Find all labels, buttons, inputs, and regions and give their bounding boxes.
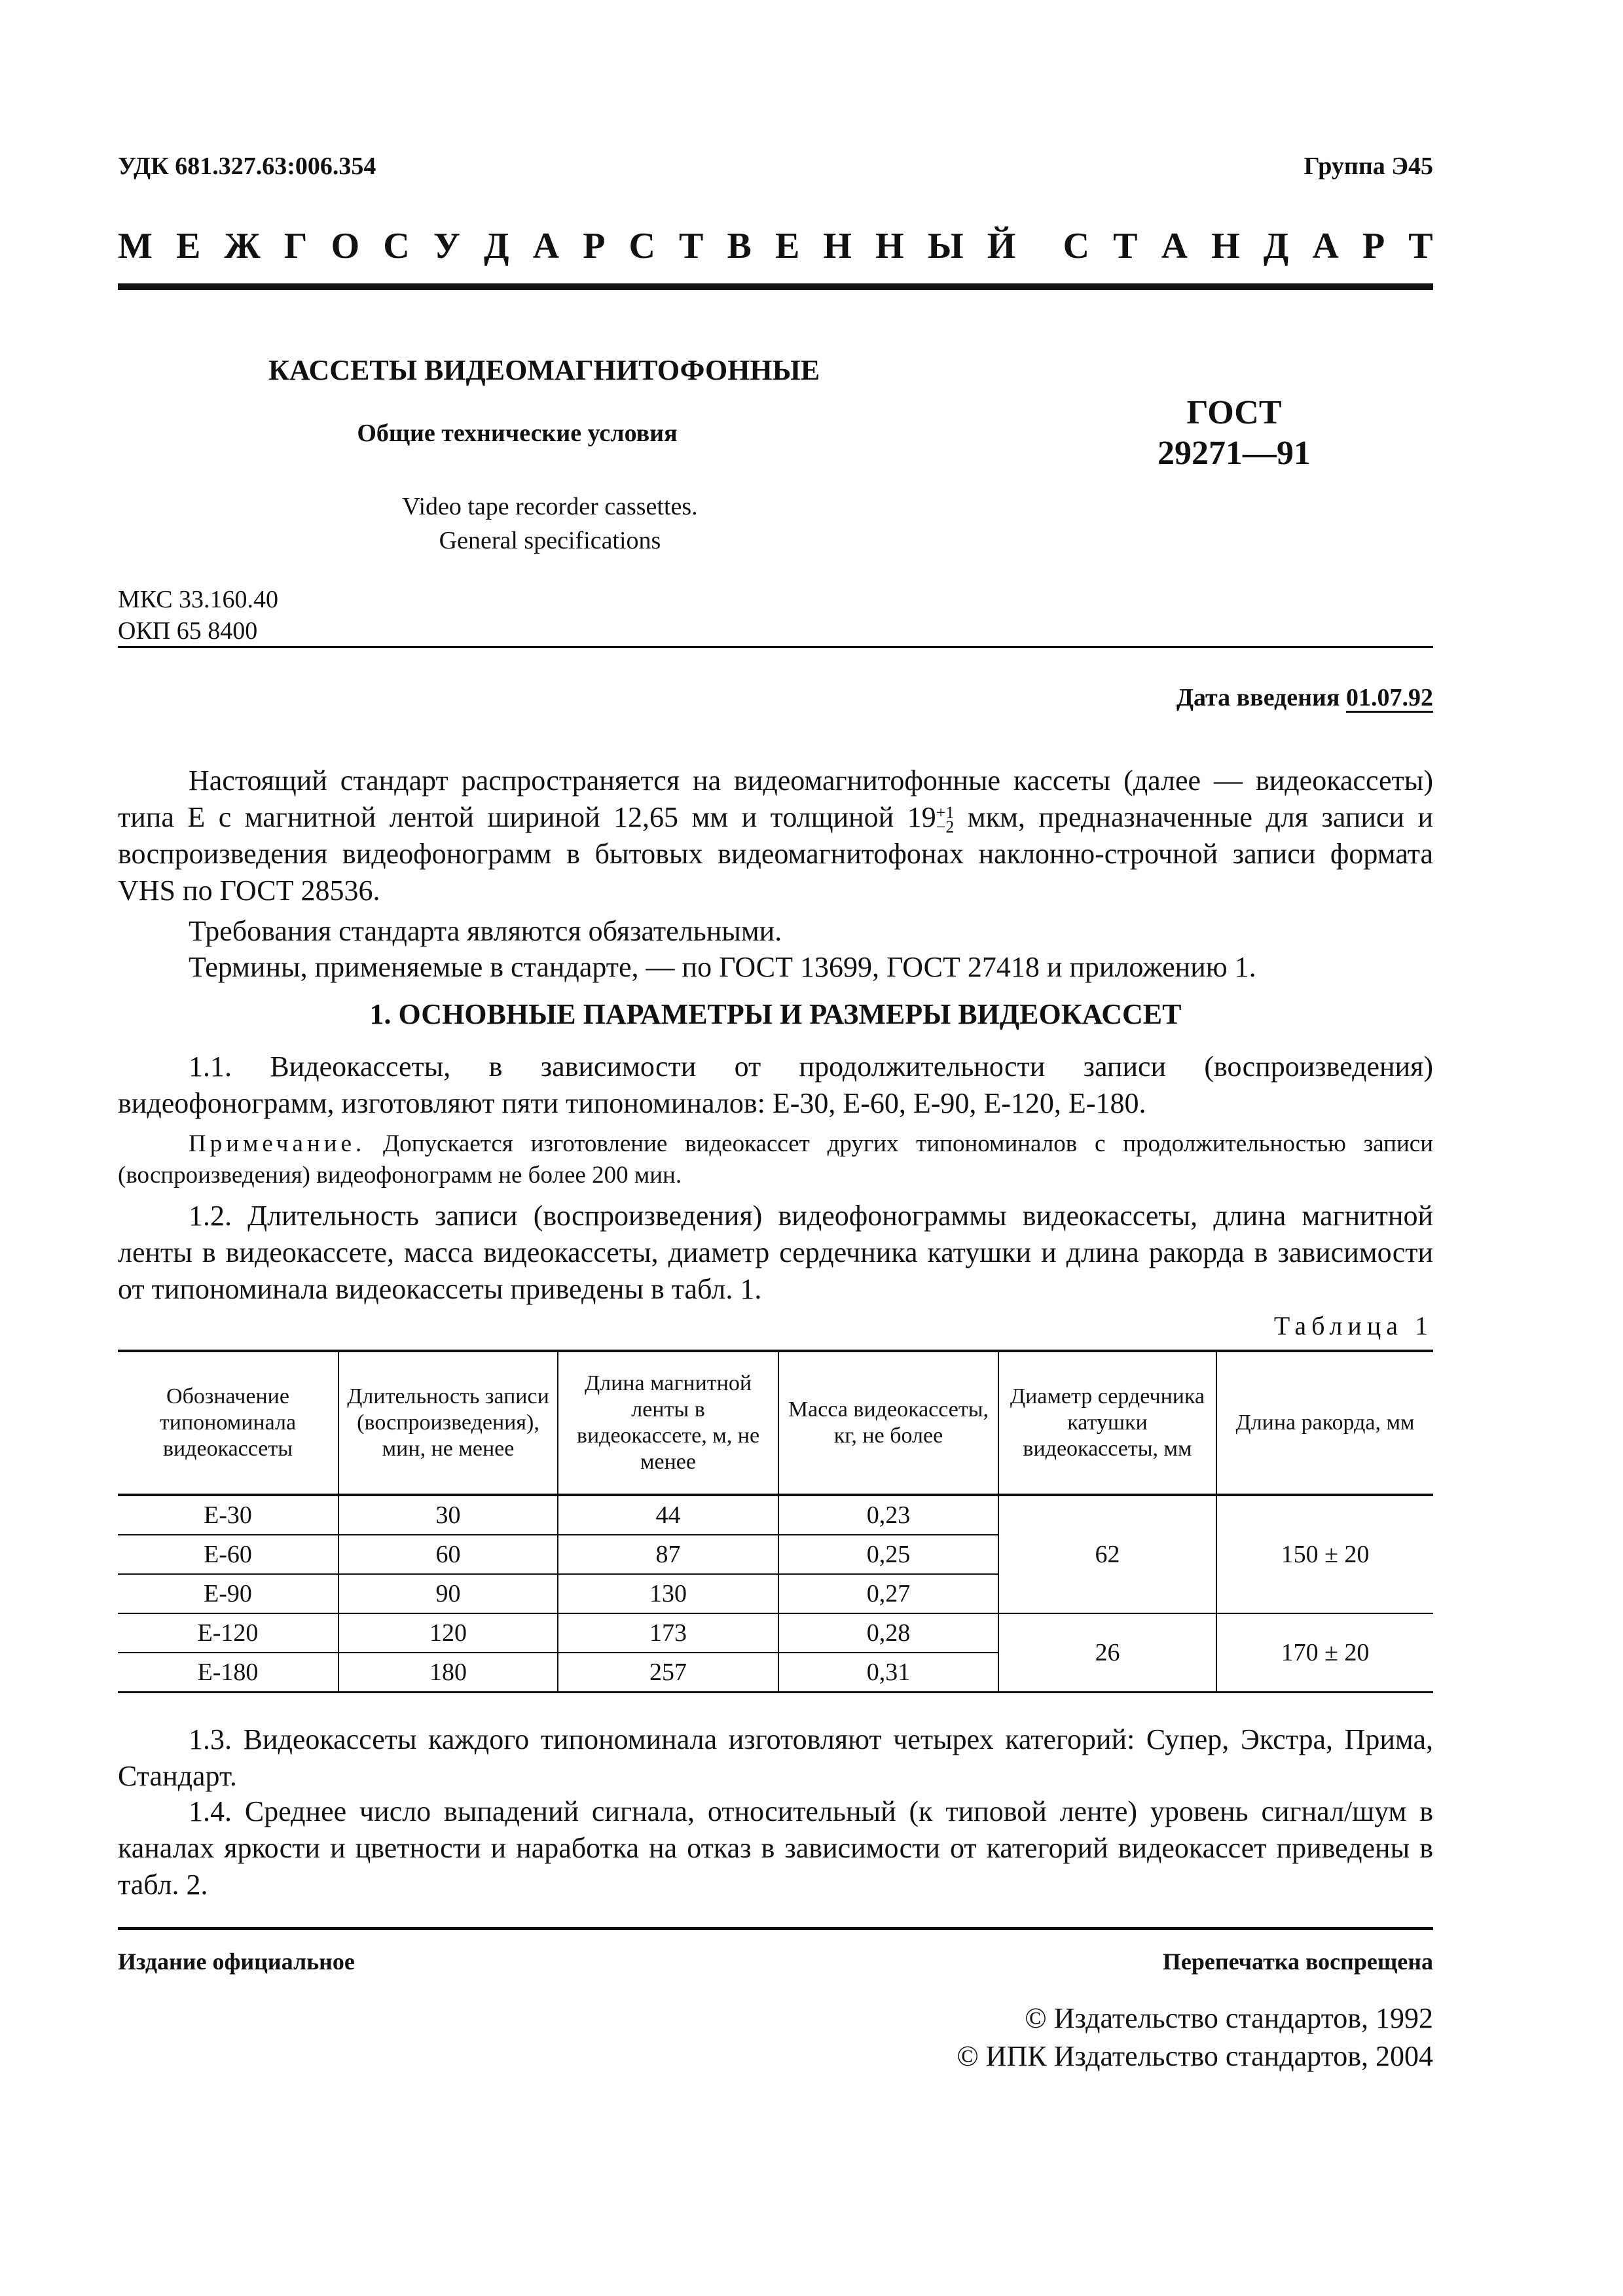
introduction-date-value: 01.07.92 bbox=[1346, 684, 1433, 711]
table-row bbox=[118, 1495, 1433, 1535]
col-header-leader-length: Длина ракорда, мм bbox=[1216, 1351, 1433, 1495]
banner-letter: В bbox=[727, 226, 752, 266]
thickness-tolerance bbox=[936, 802, 955, 836]
cell-duration: 30 bbox=[338, 1495, 558, 1535]
banner-letter: Т bbox=[1408, 226, 1433, 266]
cell-duration: 120 bbox=[338, 1613, 558, 1653]
english-title bbox=[334, 490, 766, 558]
banner-letter: О bbox=[331, 226, 360, 266]
banner-letter: А bbox=[532, 226, 560, 266]
col-header-type: Обозначение типономинала видеокассеты bbox=[118, 1351, 338, 1495]
banner-letter: Й bbox=[987, 226, 1016, 266]
col-header-tape-length: Длина магнитной ленты в видеокассете, м, не менее bbox=[558, 1351, 778, 1495]
cell-type: Е-120 bbox=[118, 1613, 338, 1653]
intro-text-1: Настоящий стандарт распространяется на видеомагнитофонные кассеты (далее — видеокассеты) типа Е с магнитной лентой шириной 12,65 мм и толщиной 19 bbox=[118, 764, 1433, 833]
gost-number: 29271—91 bbox=[1158, 435, 1311, 472]
col-header-core-diameter: Диаметр сердечника катушки видеокассеты, мм bbox=[998, 1351, 1216, 1495]
clause-1-3-text: 1.3. Видеокассеты каждого типономинала изготовляют четырех категорий: Супер, Экстра, Прима, Стандарт. bbox=[118, 1723, 1433, 1792]
banner-letter: Т bbox=[1113, 226, 1138, 266]
table-header-row bbox=[118, 1351, 1433, 1495]
okp-code: ОКП 65 8400 bbox=[118, 617, 258, 645]
banner-letter: Н bbox=[1211, 226, 1240, 266]
introduction-date-label: Дата введения bbox=[1176, 684, 1340, 711]
copyright-line-2: © ИПК Издательство стандартов, 2004 bbox=[957, 2040, 1433, 2072]
cell-duration: 60 bbox=[338, 1535, 558, 1574]
gost-label: ГОСТ bbox=[1186, 394, 1282, 431]
header-rule bbox=[118, 283, 1433, 290]
banner-letter: Е bbox=[775, 226, 800, 266]
cell-mass: 0,25 bbox=[778, 1535, 998, 1574]
clause-1-3 bbox=[118, 1721, 1433, 1795]
classification-codes bbox=[118, 584, 278, 647]
cell-duration: 180 bbox=[338, 1653, 558, 1693]
cell-type: Е-30 bbox=[118, 1495, 338, 1535]
cell-tape-length: 173 bbox=[558, 1613, 778, 1653]
intro-paragraph bbox=[118, 762, 1433, 909]
banner-letter: М bbox=[118, 226, 153, 266]
cell-type: Е-60 bbox=[118, 1535, 338, 1574]
cell-type: Е-180 bbox=[118, 1653, 338, 1693]
banner-letter: А bbox=[1161, 226, 1188, 266]
table-row bbox=[118, 1613, 1433, 1653]
cell-leader-length-group-2: 170 ± 20 bbox=[1216, 1613, 1433, 1693]
col-header-mass: Масса видеокассеты, кг, не более bbox=[778, 1351, 998, 1495]
cell-leader-length-group-1: 150 ± 20 bbox=[1216, 1495, 1433, 1613]
col-header-duration: Длительность записи (воспроизведения), мин, не менее bbox=[338, 1351, 558, 1495]
cell-tape-length: 257 bbox=[558, 1653, 778, 1693]
official-edition: Издание официальное bbox=[118, 1948, 355, 1975]
document-title: КАССЕТЫ ВИДЕОМАГНИТОФОННЫЕ bbox=[268, 354, 820, 386]
cell-mass: 0,23 bbox=[778, 1495, 998, 1535]
terms-paragraph bbox=[118, 949, 1433, 986]
banner-letter: Р bbox=[1362, 226, 1385, 266]
table-1 bbox=[118, 1350, 1433, 1693]
gost-designation bbox=[1080, 393, 1388, 474]
codes-rule bbox=[118, 646, 1433, 648]
introduction-date bbox=[1176, 683, 1433, 712]
banner-letter: Ы bbox=[927, 226, 964, 266]
banner-letter: Р bbox=[583, 226, 606, 266]
banner-letter: Е bbox=[175, 226, 201, 266]
tolerance-upper: +1 bbox=[936, 802, 955, 822]
clause-1-2-text: 1.2. Длительность записи (воспроизведения) видеофонограммы видеокассеты, длина магнитной ленты в видеокассете, масса видеокассеты, диаметр сердечника катушки и длина ракорда в зависимости от типономинала видеокассеты приведены в табл. 1. bbox=[118, 1200, 1433, 1305]
copyright-line-1: © Издательство стандартов, 1992 bbox=[1025, 2002, 1433, 2034]
footer-rule bbox=[118, 1927, 1433, 1930]
table-1-label: Таблица 1 bbox=[1273, 1311, 1433, 1340]
banner-letter: Г bbox=[283, 226, 308, 266]
banner-letter: Н bbox=[875, 226, 904, 266]
mandatory-text: Требования стандарта являются обязательными. bbox=[189, 915, 782, 947]
cell-type: Е-90 bbox=[118, 1574, 338, 1613]
cell-mass: 0,28 bbox=[778, 1613, 998, 1653]
section-1-heading: 1. ОСНОВНЫЕ ПАРАМЕТРЫ И РАЗМЕРЫ ВИДЕОКАССЕТ bbox=[369, 998, 1182, 1030]
banner-letter: Ж bbox=[224, 226, 261, 266]
banner-letter: Т bbox=[679, 226, 704, 266]
intro-text-2: мкм, предназначенные для записи и воспроизведения видеофонограмм в бытовых видеомагнитофонах наклонно-строчной записи формата VHS по ГОСТ 28536. bbox=[118, 801, 1433, 906]
cell-duration: 90 bbox=[338, 1574, 558, 1613]
mandatory-paragraph bbox=[118, 913, 1433, 950]
clause-1-1-text: 1.1. Видеокассеты, в зависимости от продолжительности записи (воспроизведения) видеофонограмм, изготовляют пяти типономиналов: Е-30, Е-60, Е-90, Е-120, Е-180. bbox=[118, 1050, 1433, 1119]
cell-mass: 0,27 bbox=[778, 1574, 998, 1613]
cell-tape-length: 87 bbox=[558, 1535, 778, 1574]
english-title-line-2: General specifications bbox=[439, 527, 661, 554]
banner-letter: Д bbox=[484, 226, 509, 266]
copyright-block bbox=[957, 2000, 1433, 2075]
banner-letter: Н bbox=[823, 226, 852, 266]
tolerance-lower: −2 bbox=[936, 817, 955, 836]
banner-letter: С bbox=[1063, 226, 1090, 266]
cell-tape-length: 44 bbox=[558, 1495, 778, 1535]
banner-letter: А bbox=[1312, 226, 1339, 266]
interstate-standard-banner bbox=[118, 225, 1433, 267]
clause-1-4-text: 1.4. Среднее число выпадений сигнала, относительный (к типовой ленте) уровень сигнал/шум в каналах яркости и цветности и наработка на отказ в зависимости от категорий видеокассет приведены в табл. 2. bbox=[118, 1795, 1433, 1901]
clause-1-4 bbox=[118, 1793, 1433, 1903]
banner-letter: С bbox=[383, 226, 410, 266]
cell-tape-length: 130 bbox=[558, 1574, 778, 1613]
terms-text: Термины, применяемые в стандарте, — по ГОСТ 13699, ГОСТ 27418 и приложению 1. bbox=[189, 951, 1256, 983]
cell-core-diameter-group-2: 26 bbox=[998, 1613, 1216, 1693]
clause-1-2 bbox=[118, 1198, 1433, 1308]
banner-letter: Д bbox=[1263, 226, 1289, 266]
note-text: Допускается изготовление видеокассет других типономиналов с продолжительностью записи (воспроизведения) видеофонограмм не более 200 мин. bbox=[118, 1130, 1433, 1189]
clause-1-1 bbox=[118, 1049, 1433, 1122]
mks-code: МКС 33.160.40 bbox=[118, 586, 279, 613]
note-label: Примечание. bbox=[189, 1130, 366, 1157]
cell-mass: 0,31 bbox=[778, 1653, 998, 1693]
banner-letter: У bbox=[433, 226, 460, 266]
group-code: Группа Э45 bbox=[1304, 152, 1433, 180]
reprint-prohibited: Перепечатка воспрещена bbox=[1162, 1948, 1433, 1975]
note bbox=[118, 1128, 1433, 1191]
cell-core-diameter-group-1: 62 bbox=[998, 1495, 1216, 1613]
banner-letter: С bbox=[629, 226, 655, 266]
document-subtitle: Общие технические условия bbox=[357, 420, 678, 447]
udk-code: УДК 681.327.63:006.354 bbox=[118, 152, 376, 180]
english-title-line-1: Video tape recorder cassettes. bbox=[402, 493, 698, 520]
